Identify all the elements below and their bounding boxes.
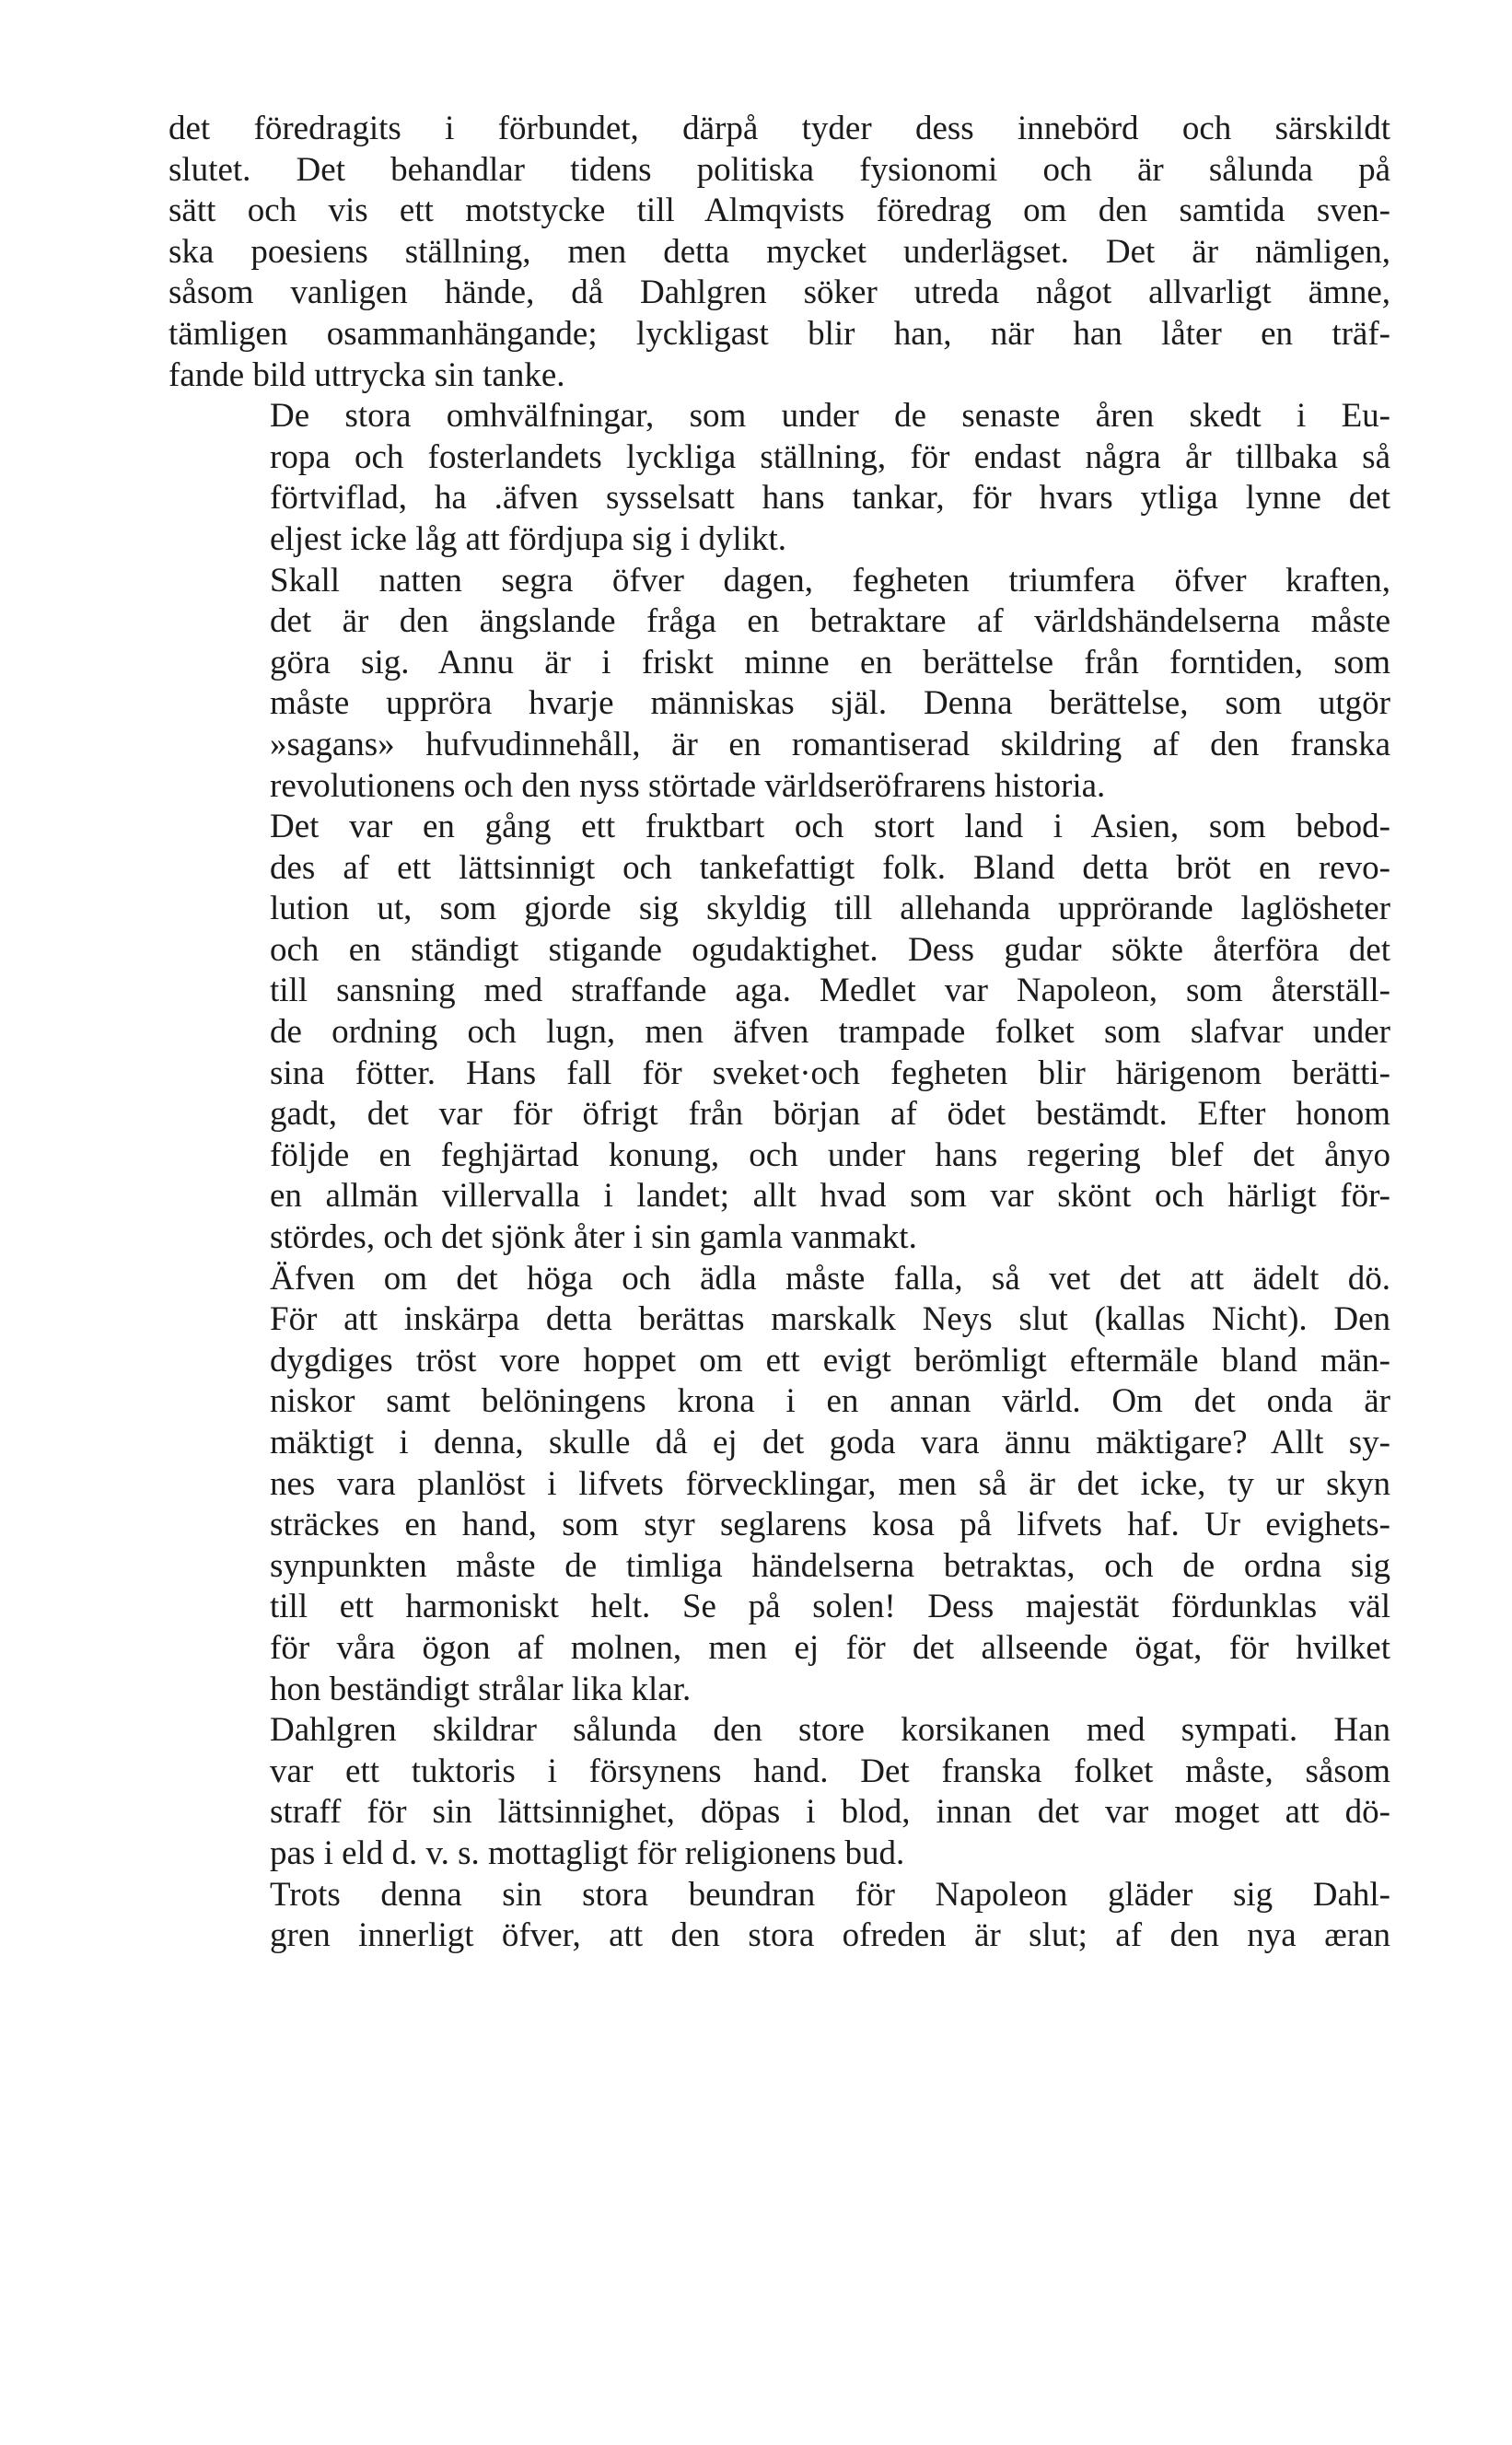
text-line: för våra ögon af molnen, men ej för det allseende ögat, för hvilket — [270, 1628, 1390, 1667]
text-line: dygdiges tröst vore hoppet om ett evigt berömligt eftermäle bland män- — [270, 1341, 1390, 1380]
paragraph — [169, 561, 1390, 808]
text-line: följde en feghjärtad konung, och under hans regering blef det ånyo — [270, 1135, 1390, 1174]
text-line: De stora omhvälfningar, som under de senaste åren skedt i Eu- — [270, 397, 1390, 436]
text-line: För att inskärpa detta berättas marskalk Neys slut (kallas Nicht). Den — [270, 1300, 1390, 1339]
paragraph — [169, 1875, 1390, 1957]
text-line: Skall natten segra öfver dagen, fegheten triumfera öfver kraften, — [270, 561, 1390, 600]
text-line: sina fötter. Hans fall för sveket·och fegheten blir härigenom berätti- — [270, 1054, 1390, 1092]
text-line: revolutionens och den nyss störtade världseröfrarens historia. — [270, 766, 1106, 805]
text-line: tämligen osammanhängande; lyckligast blir han, när han låter en träf- — [169, 314, 1390, 353]
text-line: eljest icke låg att fördjupa sig i dylikt. — [270, 519, 787, 558]
paragraph — [169, 1710, 1390, 1874]
text-line: ropa och fosterlandets lyckliga ställning, för endast några år tillbaka så — [270, 437, 1390, 476]
text-line: niskor samt belöningens krona i en annan värld. Om det onda är — [270, 1382, 1390, 1421]
text-line: straff för sin lättsinnighet, döpas i blod, innan det var moget att dö- — [270, 1793, 1390, 1832]
text-line: slutet. Det behandlar tidens politiska fysionomi och är sålunda på — [169, 150, 1390, 189]
text-line: såsom vanligen hände, då Dahlgren söker utreda något allvarligt ämne, — [169, 274, 1390, 312]
text-line: och en ständigt stigande ogudaktighet. Dess gudar sökte återföra det — [270, 930, 1390, 969]
text-line: synpunkten måste de timliga händelserna betraktas, och de ordna sig — [270, 1546, 1390, 1585]
text-line: de ordning och lugn, men äfven trampade folket som slafvar under — [270, 1013, 1390, 1052]
text-line: Dahlgren skildrar sålunda den store korsikanen med sympati. Han — [270, 1711, 1390, 1750]
text-line: gadt, det var för öfrigt från början af ödet bestämdt. Efter honom — [270, 1095, 1390, 1134]
text-line: till ett harmoniskt helt. Se på solen! Dess majestät fördunklas väl — [270, 1588, 1390, 1626]
text-line: sätt och vis ett motstycke till Almqvists föredrag om den samtida sven- — [169, 192, 1390, 230]
text-line: stördes, och det sjönk åter i sin gamla vanmakt. — [270, 1218, 917, 1257]
body-text — [169, 109, 1390, 1957]
paragraph — [169, 109, 1390, 396]
text-line: ska poesiens ställning, men detta mycket underlägset. Det är nämligen, — [169, 232, 1390, 271]
text-line: var ett tuktoris i försynens hand. Det franska folket måste, såsom — [270, 1752, 1390, 1790]
text-line: Äfven om det höga och ädla måste falla, så vet det att ädelt dö. — [270, 1259, 1390, 1298]
text-line: en allmän villervalla i landet; allt hvad som var skönt och härligt för- — [270, 1177, 1390, 1216]
text-line: »sagans» hufvudinnehåll, är en romantiserad skildring af den franska — [270, 725, 1390, 763]
text-line: till sansning med straffande aga. Medlet var Napoleon, som återställ- — [270, 972, 1390, 1010]
text-line: förtviflad, ha .äfven sysselsatt hans tankar, för hvars ytliga lynne det — [270, 479, 1390, 518]
text-line: sträckes en hand, som styr seglarens kosa på lifvets haf. Ur evighets- — [270, 1506, 1390, 1544]
text-line: pas i eld d. v. s. mottagligt för religionens bud. — [270, 1834, 905, 1872]
text-line: nes vara planlöst i lifvets förvecklingar, men så är det icke, ty ur skyn — [270, 1464, 1390, 1503]
text-line: hon beständigt strålar lika klar. — [270, 1670, 692, 1708]
paragraph — [169, 396, 1390, 560]
paragraph — [169, 807, 1390, 1259]
text-line: des af ett lättsinnigt och tankefattigt folk. Bland detta bröt en revo- — [270, 848, 1390, 887]
paragraph — [169, 1259, 1390, 1711]
text-line: göra sig. Annu är i friskt minne en berättelse från forntiden, som — [270, 643, 1390, 681]
text-line: mäktigt i denna, skulle då ej det goda vara ännu mäktigare? Allt sy- — [270, 1424, 1390, 1461]
text-line: Det var en gång ett fruktbart och stort land i Asien, som bebod- — [270, 808, 1390, 846]
text-line: fande bild uttrycka sin tanke. — [169, 355, 565, 394]
text-line: gren innerligt öfver, att den stora ofreden är slut; af den nya æran — [270, 1916, 1390, 1955]
text-line: Trots denna sin stora beundran för Napoleon gläder sig Dahl- — [270, 1875, 1390, 1914]
text-line: lution ut, som gjorde sig skyldig till allehanda upprörande laglösheter — [270, 890, 1390, 928]
text-line: det är den ängslande fråga en betraktare af världshändelserna måste — [270, 602, 1390, 641]
text-line: måste uppröra hvarje människas själ. Denna berättelse, som utgör — [270, 684, 1390, 723]
text-line: det föredragits i förbundet, därpå tyder dess innebörd och särskildt — [169, 110, 1390, 147]
